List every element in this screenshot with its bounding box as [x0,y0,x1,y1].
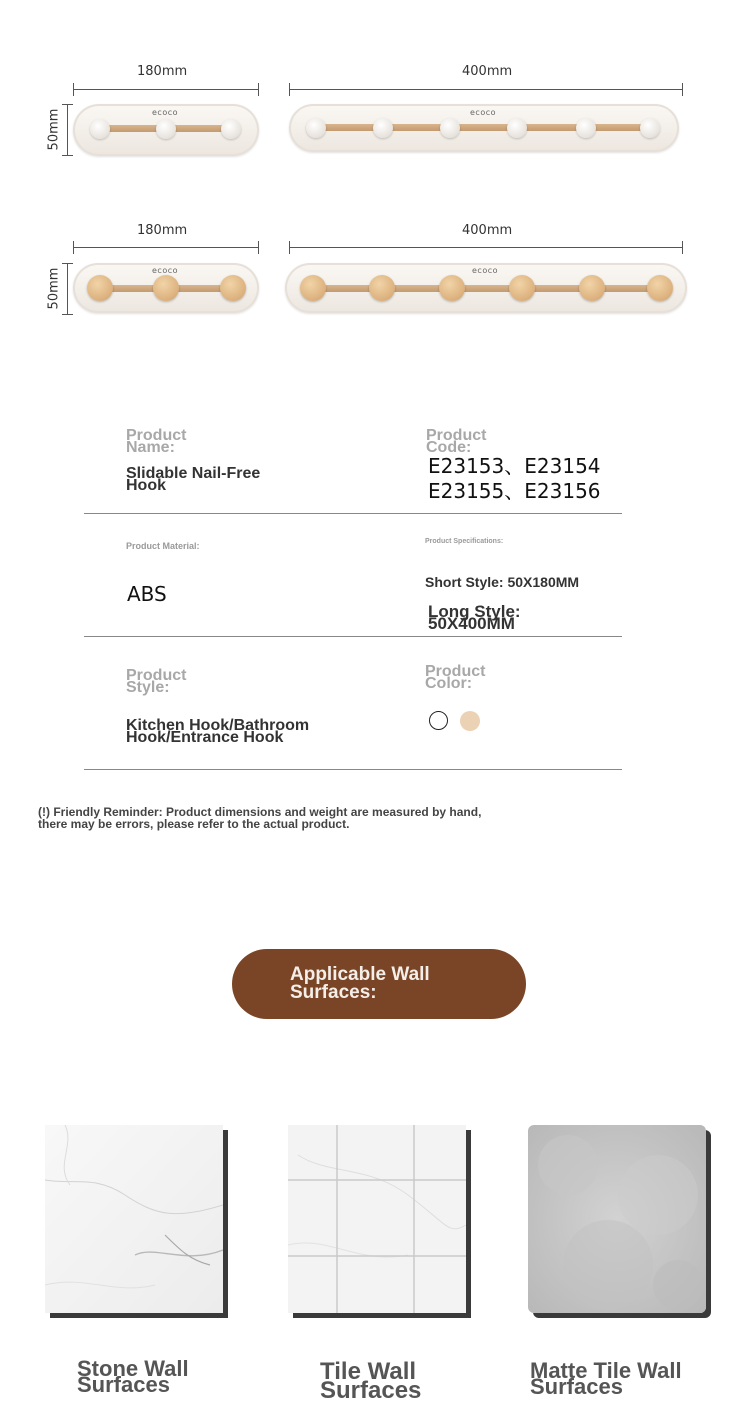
short-width-label: 180mm [137,223,188,238]
hook-knob [579,275,605,301]
material-key: Product Material: [126,541,200,551]
long-hook-white [289,104,679,152]
matte-surface-image [528,1125,706,1313]
color-swatch-white [429,711,448,730]
material-value: ABS [127,582,167,606]
short-style-spec: Short Style: 50X180MM [425,574,580,590]
short-hook-wood [73,263,259,313]
product-code-line2: E23155、E23156 [428,479,601,503]
height-label: 50mm [46,267,62,310]
hook-knob [440,118,460,138]
long-width-label: 400mm [462,64,513,79]
marble-texture [45,1125,223,1313]
brand-logo: ecoco [152,108,179,117]
long-width-line [289,247,683,248]
table-divider [84,769,622,770]
short-width-line [73,89,259,90]
tile-surface-label: Tile Wall Surfaces [320,1358,422,1404]
table-divider [84,636,622,637]
hook-knob [156,119,176,139]
product-style-key: Product Style: [126,667,187,696]
hook-knob [439,275,465,301]
height-line [67,104,68,156]
brand-logo: ecoco [472,266,499,275]
hook-knob [509,275,535,301]
short-width-label: 180mm [137,64,188,79]
table-divider [84,513,622,514]
hook-rail [315,285,660,292]
brand-logo: ecoco [470,108,497,117]
hook-knob [300,275,326,301]
short-hook-white [73,104,259,156]
matte-texture [528,1125,706,1313]
hook-knob [640,118,660,138]
long-width-line [289,89,683,90]
color-swatch-beige [460,711,480,731]
applicable-surfaces-title: Applicable Wall Surfaces: [290,964,430,1003]
long-hook-wood [285,263,687,313]
hook-knob [306,118,326,138]
hook-knob [507,118,527,138]
hook-knob [153,275,179,301]
product-color-key: Product Color: [425,663,486,692]
product-code-line1: E23153、E23154 [428,454,601,478]
tile-texture [288,1125,466,1313]
hook-knob [576,118,596,138]
hook-knob [373,118,393,138]
hook-knob [369,275,395,301]
brand-logo: ecoco [152,266,179,275]
tile-surface-image [288,1125,466,1313]
specifications-key: Product Specifications: [425,538,504,545]
product-style-value: Kitchen Hook/Bathroom Hook/Entrance Hook [126,717,310,746]
hook-knob [87,275,113,301]
stone-surface-image [45,1125,223,1313]
hook-knob [220,275,246,301]
height-line [67,263,68,315]
matte-surface-label: Matte Tile Wall Surfaces [530,1358,682,1399]
hook-rail [319,124,654,131]
product-code-key: Product Code: [426,427,487,456]
long-width-label: 400mm [462,223,513,238]
product-name-value: Slidable Nail-Free Hook [126,465,261,494]
hook-knob [647,275,673,301]
hook-knob [221,119,241,139]
friendly-reminder: (!) Friendly Reminder: Product dimensions and weight are measured by hand, there may be errors, please refer to the actual product. [38,805,482,831]
short-width-line [73,247,259,248]
hook-knob [90,119,110,139]
long-style-spec: Long Style: 50X400MM [428,602,521,633]
product-name-key: Product Name: [126,427,187,456]
stone-surface-label: Stone Wall Surfaces [77,1356,189,1397]
height-label: 50mm [46,108,62,151]
